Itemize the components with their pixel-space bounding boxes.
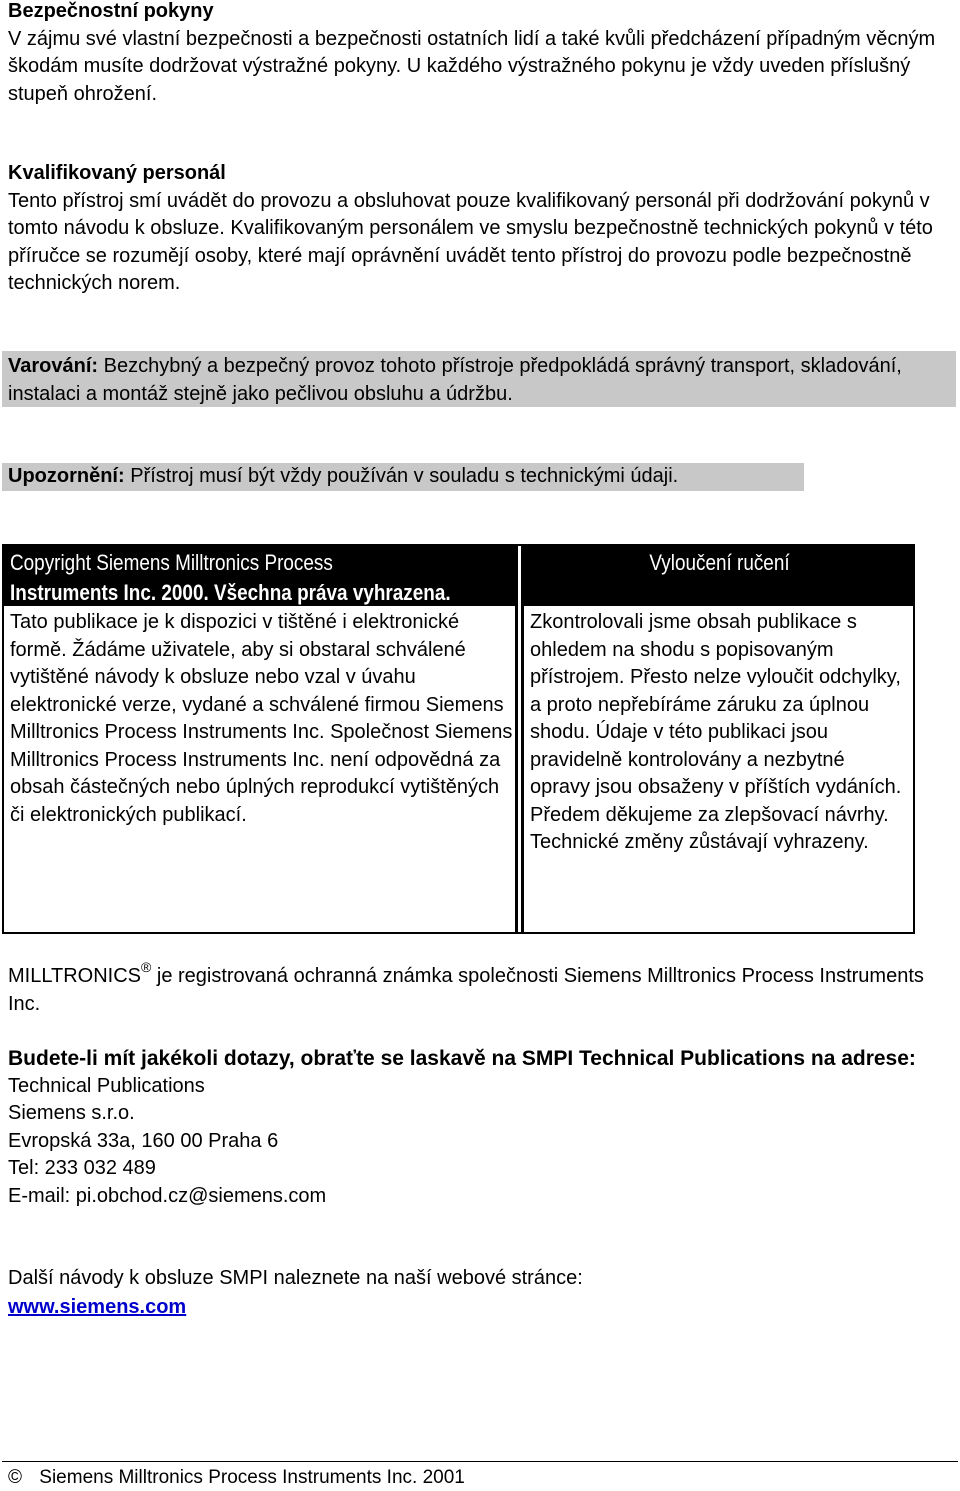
contact-line2: Siemens s.r.o. [8, 1102, 135, 1124]
disclaimer-heading: Vyloučení ručení [649, 550, 790, 575]
copyright-heading-line1: Copyright Siemens Milltronics Process [10, 550, 333, 575]
website-link[interactable]: www.siemens.com [8, 1296, 187, 1318]
copyright-body: Tato publikace je k dispozici v tištěné i elektronické formě. Žádáme uživatele, aby si obstaral schválené vytištěné návody k obsluze nebo vzal v úvahu elektronické verze, vydané a schválené firmou Siemens Milltronics Process Instruments Inc. Společnost Siemens Milltronics Process Instruments Inc. není odpovědná za obsah částečných nebo úplných reprodukcí vytištěných či elektronických publikací. [10, 611, 513, 826]
safety-text: V zájmu své vlastní bezpečnosti a bezpečnosti ostatních lidí a také kvůli předcházení případným věcným škodám musíte dodržovat výstražné pokyny. U každého výstražného pokynu je vždy uveden příslušný stupeň ohrožení. [8, 27, 936, 105]
disclaimer-column [524, 546, 915, 932]
disclaimer-body: Zkontrolovali jsme obsah publikace s ohledem na shodu s popisovaným přístrojem. Přesto nelze vyloučit odchylky, a proto nepřebíráme záruku za úplnou shodu. Údaje v této publikaci jsou pravidelně kontrolovány a nezbytné opravy jsou obsaženy v příštích vydáních. Předem děkujeme za zlepšovací návrhy. [530, 611, 902, 826]
web-text: Další návody k obsluze SMPI naleznete na naší webové stránce: [8, 1267, 583, 1289]
qualified-section [8, 160, 953, 298]
contact-line4: Tel: 233 032 489 [8, 1157, 156, 1179]
disclaimer-body-wrap [530, 609, 910, 857]
qualified-text: Tento přístroj smí uvádět do provozu a obsluhovat pouze kvalifikovaný personál při dodržování pokynů v tomto návodu k obsluze. Kvalifikovaným personálem ve smyslu bezpečnostně technických pokynů v této příručce se rozumějí osoby, které mají oprávnění uvádět tento přístroj do provozu podle bezpečnostně technických norem. [8, 189, 933, 294]
contact-email: E-mail: pi.obchod.cz@siemens.com [8, 1184, 327, 1207]
trademark-paragraph [8, 959, 953, 1018]
info-table [2, 544, 915, 934]
contact-prompt: Budete-li mít jakékoli dotazy, obraťte se laskavě na SMPI Technical Publications na adrese: [8, 1047, 916, 1070]
trademark-text: je registrovaná ochranná známka společnosti Siemens Milltronics Process Instruments Inc. [8, 965, 924, 1015]
footer-text: Siemens Milltronics Process Instruments Inc. 2001 [39, 1467, 465, 1488]
disclaimer-body2: Technické změny zůstávají vyhrazeny. [530, 831, 869, 853]
registered-icon: ® [140, 959, 152, 975]
notice-label: Upozornění: [8, 465, 125, 487]
trademark-brand: MILLTRONICS [8, 965, 141, 987]
disclaimer-heading-bar [524, 546, 915, 606]
copyright-column [4, 546, 518, 932]
warning-paragraph [8, 353, 953, 408]
copyright-heading-line2: Instruments Inc. 2000. Všechna práva vyhrazena. [10, 580, 451, 605]
footer-divider [2, 1461, 958, 1462]
safety-title: Bezpečnostní pokyny [8, 0, 214, 22]
footer [8, 1465, 465, 1491]
qualified-title: Kvalifikovaný personál [8, 162, 226, 184]
contact-line3: Evropská 33a, 160 00 Praha 6 [8, 1129, 279, 1152]
copyright-icon: © [8, 1467, 22, 1488]
notice-paragraph [8, 463, 953, 491]
safety-section [8, 0, 953, 108]
warning-label: Varování: [8, 355, 99, 377]
contact-line1: Technical Publications [8, 1074, 205, 1097]
notice-text: Přístroj musí být vždy používán v souladu s technickými údaji. [124, 465, 679, 487]
contact-section [8, 1045, 953, 1210]
warning-text: Bezchybný a bezpečný provoz tohoto přístroje předpokládá správný transport, skladování, instalaci a montáž stejně jako pečlivou obsluhu a údržbu. [8, 355, 902, 405]
copyright-heading [4, 546, 515, 606]
